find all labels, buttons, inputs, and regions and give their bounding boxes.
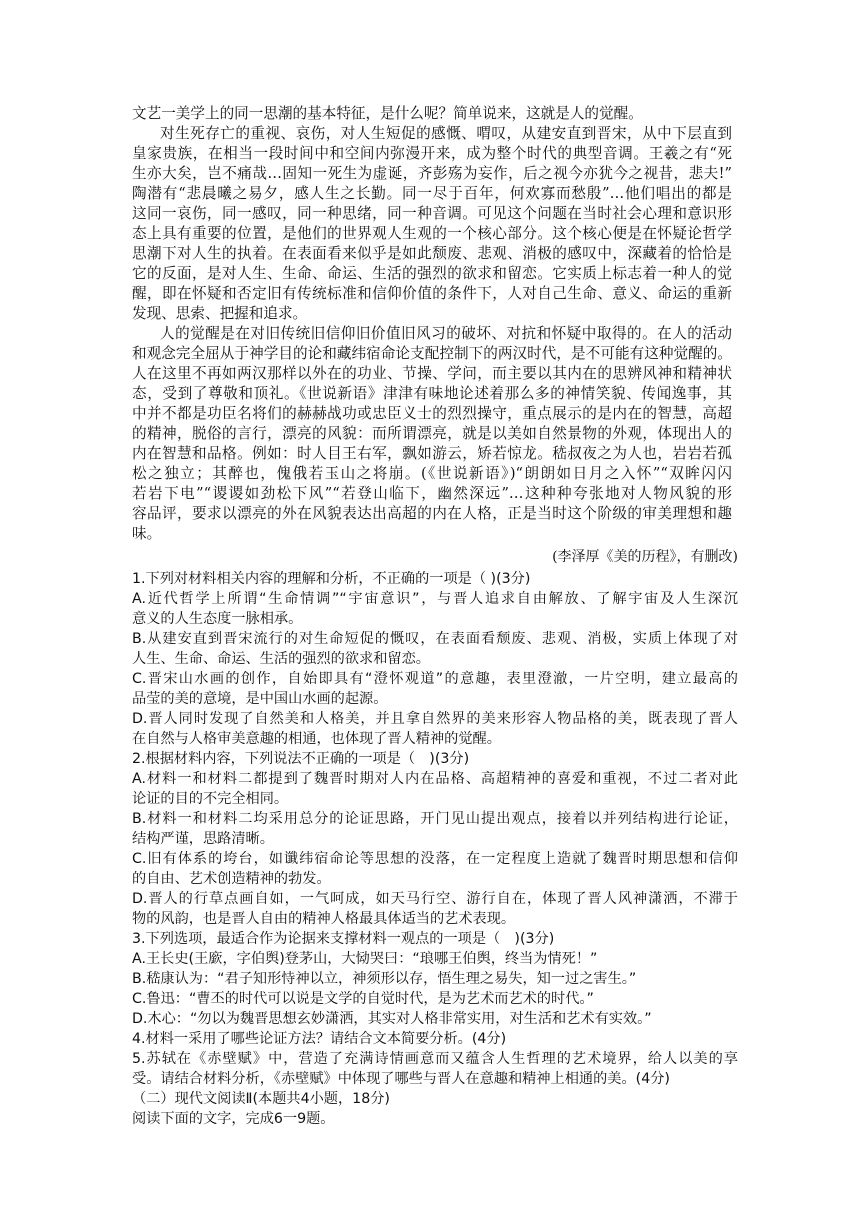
question-line: 人生、生命、命运、生活的强烈的欲求和留恋。 [132,651,430,667]
question-line: 意义的人生态度一脉相承。 [132,611,303,627]
passage-line: 若岩下电”“谡谡如劲松下风”“若登山临下，幽然深远”…这种种夸张地对人物风貌的形 [132,485,732,502]
question-line: 物的风韵，也是晋人自由的精神人格最具体适当的艺术表现。 [132,911,516,927]
passage-line: 文艺一美学上的同一思潮的基本特征，是什么呢？简单说来，这就是人的觉醒。 [132,105,643,122]
passage-line: 的精神，脱俗的言行，漂亮的风貌：而所谓漂亮，就是以美如自然景物的外观，体现出人的 [132,425,732,442]
question-line: 在自然与人格审美意趣的相通，也体现了晋人精神的觉醒。 [132,731,501,747]
passage-line: 人的觉醒是在对旧传统旧信仰旧价值旧风习的破坏、对抗和怀疑中取得的。在人的活动 [160,325,732,342]
passage-line: 它的反面，是对人生、生命、命运、生活的强烈的欲求和留恋。它实质上标志着一种人的觉 [132,265,732,282]
question-line: C.鲁迅：“曹丕的时代可以说是文学的自觉时代，是为艺术而艺术的时代。” [132,991,594,1007]
passage-line: 态上具有重要的位置，是他们的世界观人生观的一个核心部分。这个核心便是在怀疑论哲学 [132,225,732,242]
question-line: B.嵇康认为：“君子知形恃神以立，神须形以存，悟生理之易失，知一过之害生。” [132,971,637,987]
passage-line: 人在这里不再如两汉那样以外在的功业、节操、学问，而主要以其内在的思辨风神和精神状 [132,365,732,382]
passage-line: 生亦大矣，岂不痛哉…固知一死生为虚诞，齐彭殇为妄作，后之视今亦犹今之视昔，悲夫!” [132,165,732,182]
passage-line: 味。 [132,525,162,542]
passage-line: 醒，即在怀疑和否定旧有传统标准和信仰价值的条件下，人对自己生命、意义、命运的重新 [132,285,732,302]
instruction-line: 阅读下面的文字，完成6一9题。 [132,1111,335,1127]
question-line: A.近代哲学上所谓“生命情调”“宇宙意识”，与晋人追求自由解放、了解宇宙及人生深沉 [132,591,738,607]
question-line: 3.下列选项，最适合作为论据来支撑材料一观点的一项是（ )(3分) [132,931,555,947]
question-line: D.晋人的行草点画自如，一气呵成，如天马行空、游行自在，体现了晋人风神潇洒，不滞于 [132,891,738,907]
question-line: 5.苏轼在《赤壁赋》中，营造了充满诗情画意而又蕴含人生哲理的艺术境界，给人以美的享 [132,1051,738,1067]
question-line: 品莹的美的意境，是中国山水画的起源。 [132,691,388,707]
passage-line: 对生死存亡的重视、哀伤，对人生短促的感慨、喟叹，从建安直到晋宋，从中下层直到 [160,125,732,142]
passage-line: 态，受到了尊敬和顶礼。《世说新语》津津有味地论述着那么多的神情笑貌、传闻逸事，其 [132,385,732,402]
question-line: 1.下列对材料相关内容的理解和分析，不正确的一项是（ )(3分) [132,571,531,587]
passage-line: 松之独立；其醉也，傀俄若玉山之将崩。(《世说新语》)“朗朗如日月之入怀”“双眸闪闪 [132,465,732,482]
passage-line: 和观念完全屈从于神学目的论和藏纬宿命论支配控制下的两汉时代，是不可能有这种觉醒的。 [132,345,732,362]
question-line: A.材料一和材料二都提到了魏晋时期对人内在品格、高超精神的喜爱和重视，不过二者对此 [132,771,738,787]
question-line: 的自由、艺术创造精神的勃发。 [132,871,331,887]
passage-line: 思潮下对人生的执着。在表面看来似乎是如此颓废、悲观、消极的感叹中，深藏着的恰恰是 [132,245,732,262]
question-line: C.旧有体系的垮台，如谶纬宿命论等思想的没落，在一定程度上造就了魏晋时期思想和信仰 [132,851,738,867]
passage-line: 中并不都是功臣名将们的赫赫战功或忠臣义士的烈烈操守，重点展示的是内在的智慧，高超 [132,405,732,422]
passage-line: 皇家贵族，在相当一段时间中和空间内弥漫开来，成为整个时代的典型音调。王羲之有“死 [132,145,732,162]
source-citation: (李泽厚《美的历程》，有删改) [552,549,738,565]
passage-line: 内在智慧和品格。例如：时人目王右军，飘如游云，矫若惊龙。嵇叔夜之为人也，岩岩若孤 [132,445,732,462]
question-line: 4.材料一采用了哪些论证方法？请结合文本简要分析。(4分) [132,1031,507,1047]
question-line: D.晋人同时发现了自然美和人格美，并且拿自然界的美来形容人物品格的美，既表现了晋人 [132,711,738,727]
question-line: A.王长史(王廞，字伯舆)登茅山，大恸哭曰：“琅哪王伯舆，终当为情死！” [132,951,598,967]
question-line: B.从建安直到晋宋流行的对生命短促的慨叹，在表面看颓废、悲观、消极，实质上体现了对 [132,631,738,647]
question-line: 2.根据材料内容，下列说法不正确的一项是（ )(3分) [132,751,470,767]
passage-line: 容品评，要求以漂亮的外在风貌表达出高超的内在人格，正是当时这个阶级的审美理想和趣 [132,505,732,522]
question-line: B.材料一和材料二均采用总分的论证思路，开门见山提出观点，接着以并列结构进行论证， [132,811,738,827]
passage-line: 这同一哀伤，同一感叹，同一种思绪，同一种音调。可见这个问题在当时社会心理和意识形 [132,205,732,222]
passage-line: 发现、思索、把握和追求。 [132,305,308,322]
question-line: 论证的目的不完全相同。 [132,791,289,807]
question-line: 受。请结合材料分析，《赤壁赋》中体现了哪些与晋人在意趣和精神上相通的美。(4分) [132,1071,670,1087]
passage-line: 陶潜有“悲晨曦之易夕，感人生之长勤。同一尽于百年，何欢寡而愁殷”…他们唱出的都是 [132,185,732,202]
question-line: 结构严谨，思路清晰。 [132,831,274,847]
section-heading: （二）现代文阅读Ⅱ(本题共4小题，18分) [132,1091,390,1107]
question-line: D.木心：“勿以为魏晋思想玄妙潇洒，其实对人格非常实用，对生活和艺术有实效。” [132,1011,652,1027]
question-line: C.晋宋山水画的创作，自始即具有“澄怀观道”的意趣，表里澄澈，一片空明，建立最高的 [132,671,738,687]
